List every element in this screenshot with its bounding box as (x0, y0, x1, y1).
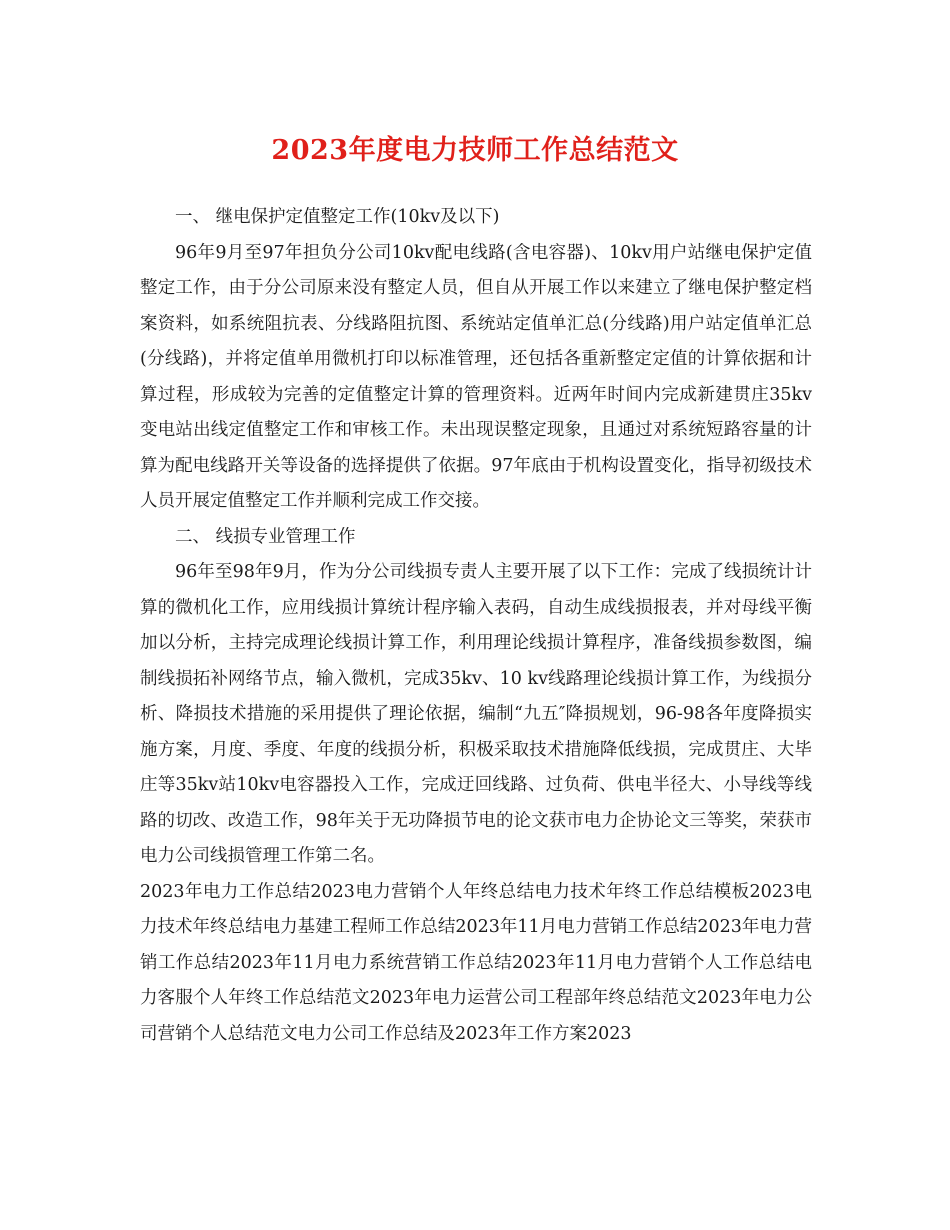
section-2-paragraph: 96年至98年9月，作为分公司线损专责人主要开展了以下工作：完成了线损统计计算的微机化工作，应用线损计算统计程序输入表码，自动生成线损报表，并对母线平衡加以分析，主持完成理论线损计算工作，利用理论线损计算程序，准备线损参数图，编制线损拓补网络节点，输入微机，完成35kv、10 kv线路理论线损计算工作，为线损分析、降损技术措施的采用提供了理论依据，编制“九五″降损规划，96-98各年度降损实施方案，月度、季度、年度的线损分析，积极采取技术措施降低线损，完成贯庄、大毕庄等35kv站10kv电容器投入工作，完成迂回线路、过负荷、供电半径大、小导线等线路的切改、改造工作，98年关于无功降损节电的论文获市电力企协论文三等奖，荣获市电力公司线损管理工作第二名。 (140, 562, 812, 866)
document-title: 2023年度电力技师工作总结范文 (271, 135, 679, 166)
section-1-heading: 一、 继电保护定值整定工作(10kv及以下) (175, 207, 500, 227)
section-1-paragraph: 96年9月至97年担负分公司10kv配电线路(含电容器)、10kv用户站继电保护定值整定工作，由于分公司原来没有整定人员，但自从开展工作以来建立了继电保护整定档案资料，如系统阻抗表、分线路阻抗图、系统站定值单汇总(分线路)用户站定值单汇总(分线路)，并将定值单用微机打印以标准管理，还包括各重新整定定值的计算依据和计算过程，形成较为完善的定值整定计算的管理资料。近两年时间内完成新建贯庄35kv变电站出线定值整定工作和审核工作。未出现误整定现象，且通过对系统短路容量的计算为配电线路开关等设备的选择提供了依据。97年底由于机构设置变化，指导初级技术人员开展定值整定工作并顺利完成工作交接。 (140, 242, 812, 511)
related-articles-text: 2023年电力工作总结2023电力营销个人年终总结电力技术年终工作总结模板2023电力技术年终总结电力基建工程师工作总结2023年11月电力营销工作总结2023年电力营销工作总结2023年11月电力系统营销工作总结2023年11月电力营销个人工作总结电力客服个人年终工作总结范文2023年电力运营公司工程部年终总结范文2023年电力公司营销个人总结范文电力公司工作总结及2023年工作方案2023 (140, 881, 812, 1044)
document-body (140, 200, 812, 1052)
section-2-heading: 二、 线损专业管理工作 (175, 526, 356, 547)
